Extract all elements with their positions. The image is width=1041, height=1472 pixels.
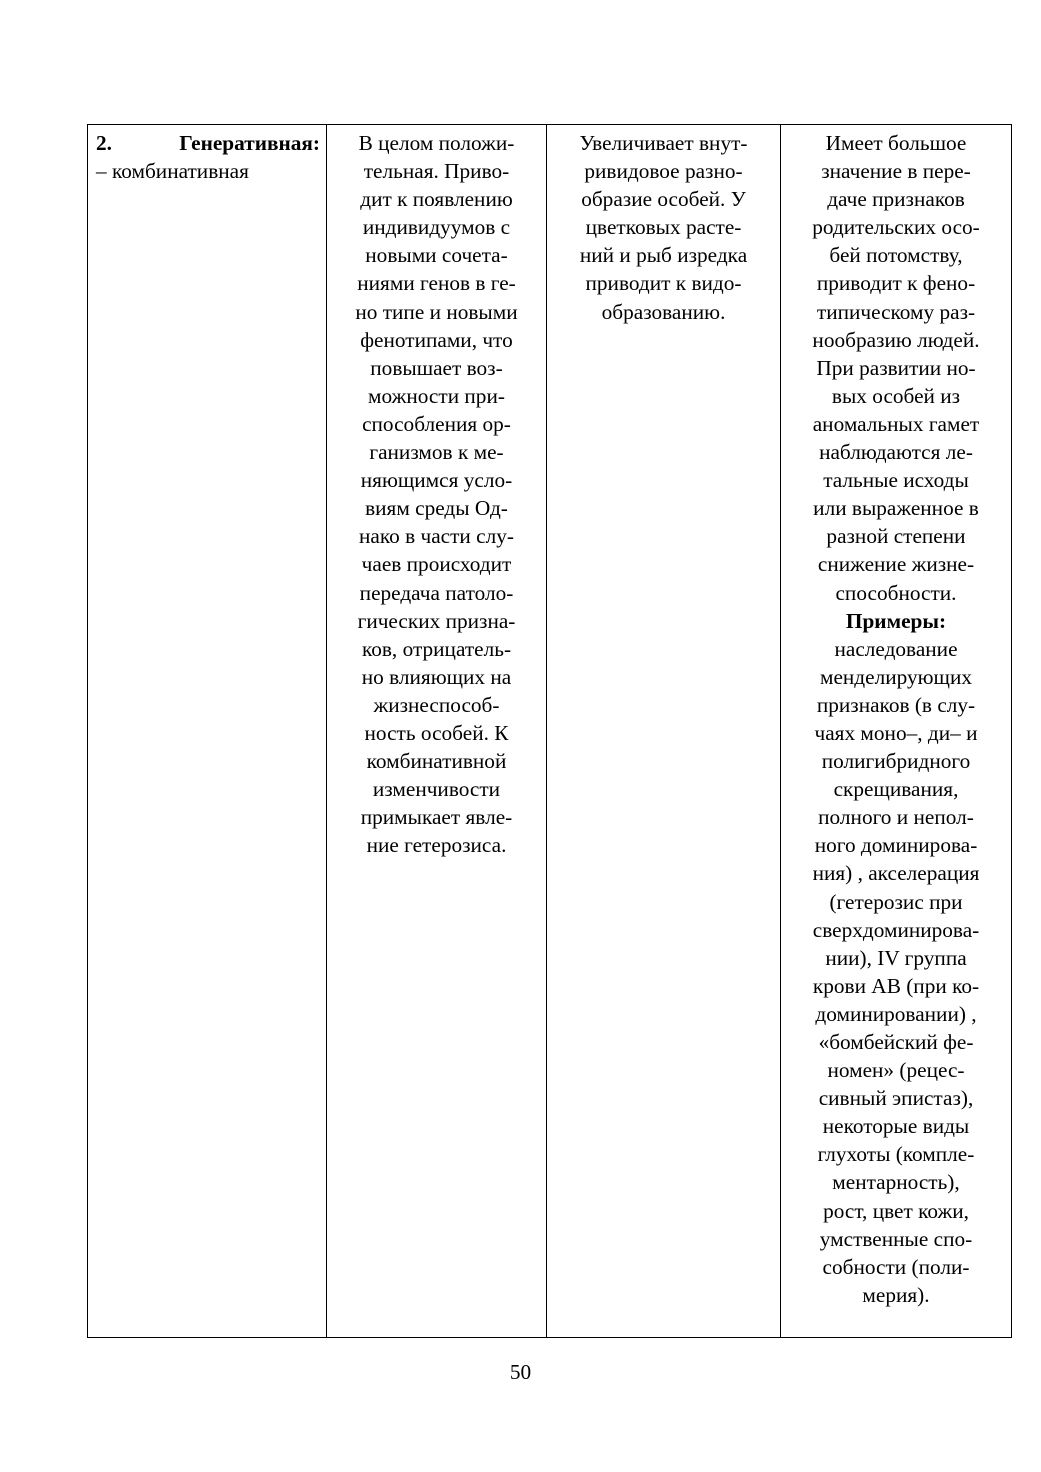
- text-line: способности.: [835, 580, 957, 605]
- subtype-label: – комбинативная: [96, 159, 249, 184]
- text-line: способления ор-: [362, 411, 511, 436]
- text-line: ние гетерозиса.: [366, 833, 507, 858]
- text-line: ментарность),: [832, 1170, 960, 1195]
- text-line: ниями генов в ге-: [357, 271, 516, 296]
- text-line: тельная. Приво-: [363, 159, 510, 184]
- text-line: ганизмов к ме-: [369, 440, 504, 465]
- examples-heading: Примеры:: [845, 608, 947, 633]
- text-line: тальные исходы: [823, 468, 969, 493]
- text-line: образованию.: [601, 299, 726, 324]
- text-line: нии), IV группа: [825, 945, 967, 970]
- text-line: глухоты (компле-: [817, 1142, 975, 1167]
- human-significance-cell: [781, 125, 1012, 1338]
- text-line: ний и рыб изредка: [579, 243, 748, 268]
- variability-table: [87, 124, 1012, 1338]
- text-line: крови АВ (при ко-: [812, 973, 980, 998]
- text-line: передача патоло-: [359, 580, 514, 605]
- significance-cell: [327, 125, 547, 1338]
- text-line: менделирующих: [819, 664, 972, 689]
- text-line: полного и непол-: [818, 805, 974, 830]
- text-line: нако в части слу-: [359, 524, 514, 549]
- text-line: или выраженное в: [813, 496, 979, 521]
- text-line: «бомбейский фе-: [818, 1030, 974, 1054]
- text-line: Увеличивает внут-: [579, 131, 748, 155]
- text-line: ного доминирова-: [814, 833, 978, 858]
- text-line: приводит к фено-: [816, 271, 976, 296]
- text-line: мерия).: [862, 1282, 930, 1307]
- text-line: новыми сочета-: [365, 243, 508, 268]
- text-line: умственные спо-: [819, 1226, 973, 1251]
- text-line: снижение жизне-: [817, 552, 975, 577]
- text-line: бей потомству,: [829, 243, 963, 268]
- text-line: но влияющих на: [361, 664, 512, 689]
- examples-text: [787, 635, 1005, 1309]
- text-line: сверхдоминирова-: [812, 917, 980, 942]
- text-line: Имеет большое: [825, 131, 967, 155]
- text-line: нообразию людей.: [812, 327, 980, 352]
- text-line: При развитии но-: [816, 355, 976, 380]
- text-line: признаков (в слу-: [816, 692, 976, 717]
- page-number: 50: [509, 1360, 532, 1384]
- text-line: некоторые виды: [822, 1114, 970, 1139]
- text-line: чаях моно–, ди– и: [814, 720, 978, 745]
- text-line: (гетерозис при: [829, 889, 963, 914]
- text-line: ривидовое разно-: [584, 159, 743, 184]
- evolution-role-cell: [547, 125, 781, 1338]
- text-line: ность особей. К: [364, 720, 509, 745]
- text-line: виям среды Од-: [365, 496, 508, 521]
- text-line: наблюдаются ле-: [819, 440, 973, 465]
- text-line: индивидуумов с: [362, 215, 511, 240]
- text-line: рост, цвет кожи,: [823, 1198, 969, 1223]
- text-line: фенотипами, что: [360, 327, 513, 352]
- text-line: разной степени: [826, 524, 966, 549]
- text-line: жизнеспособ-: [373, 692, 500, 717]
- text-line: сивный эпистаз),: [818, 1086, 974, 1111]
- text-line: примыкает явле-: [360, 805, 513, 830]
- text-line: скрещивания,: [833, 777, 959, 802]
- text-line: аномальных гамет: [812, 411, 980, 436]
- text-line: повышает воз-: [370, 355, 503, 380]
- text-line: гических призна-: [357, 608, 516, 633]
- text-line: наследование: [834, 636, 958, 661]
- text-line: родительских осо-: [812, 215, 980, 240]
- text-line: няющимся усло-: [360, 468, 513, 493]
- text-line: доминировании) ,: [815, 1001, 977, 1026]
- text-line: даче признаков: [827, 187, 965, 212]
- text-line: изменчивости: [372, 777, 501, 802]
- text-line: полигибридного: [821, 749, 971, 774]
- text-line: В целом положи-: [358, 131, 515, 155]
- text-line: комбинативной: [366, 749, 507, 774]
- variability-type-heading: [96, 129, 320, 157]
- text-line: значение в пере-: [821, 159, 971, 184]
- text-line: цветковых расте-: [585, 215, 742, 240]
- text-line: типическому раз-: [816, 299, 976, 324]
- type-number: 2.: [96, 131, 112, 155]
- variability-type-cell: [88, 125, 327, 1338]
- text-line: чаев происходит: [361, 552, 512, 577]
- text-line: можности при-: [368, 383, 505, 408]
- table-row: [88, 125, 1012, 1338]
- text-line: собности (поли-: [822, 1254, 970, 1279]
- text-line: образие особей. У: [581, 187, 746, 212]
- text-line: приводит к видо-: [585, 271, 742, 296]
- text-line: ков, отрицатель-: [361, 636, 512, 661]
- text-line: но типе и новыми: [355, 299, 518, 324]
- text-line: номен» (рецес-: [827, 1058, 965, 1083]
- text-line: вых особей из: [831, 383, 961, 408]
- text-line: дит к появлению: [360, 187, 513, 212]
- text-line: ния) , акселерация: [812, 861, 980, 886]
- type-title: Генеративная:: [179, 131, 320, 155]
- human-significance-text: [787, 129, 1005, 607]
